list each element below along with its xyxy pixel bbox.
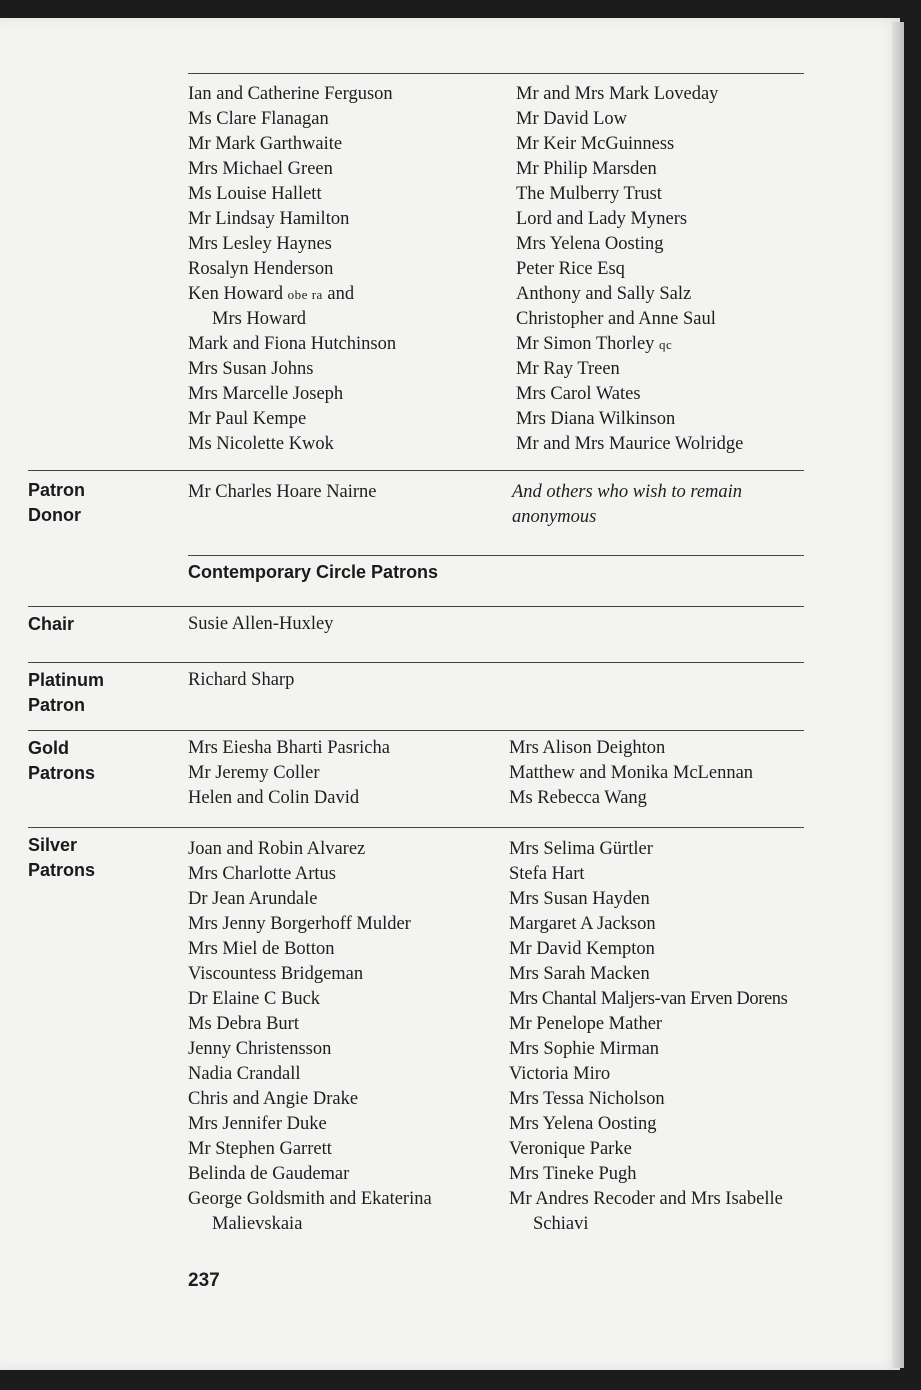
list-item: Mrs Miel de Botton xyxy=(188,939,335,959)
list-item: Dr Jean Arundale xyxy=(188,889,318,909)
list-item: Veronique Parke xyxy=(509,1139,632,1159)
list-item: Ms Clare Flanagan xyxy=(188,109,329,129)
list-item: Mr Mark Garthwaite xyxy=(188,134,343,154)
section-rule xyxy=(28,470,804,471)
list-item: Mr Penelope Mather xyxy=(509,1014,663,1034)
list-item: Mr Jeremy Coller xyxy=(188,763,320,783)
platinum-name: Richard Sharp xyxy=(188,670,295,690)
list-item: Ms Louise Hallett xyxy=(188,184,322,204)
section-rule xyxy=(188,555,804,556)
top-rule xyxy=(188,73,804,74)
list-item-continuation: Schiavi xyxy=(533,1214,589,1234)
list-item: Mrs Marcelle Joseph xyxy=(188,384,344,404)
list-item: Viscountess Bridgeman xyxy=(188,964,364,984)
list-item: George Goldsmith and Ekaterina xyxy=(188,1189,432,1209)
list-item: Mr Philip Marsden xyxy=(516,159,657,179)
list-item: Mrs Michael Green xyxy=(188,159,333,179)
list-item: Mrs Sophie Mirman xyxy=(509,1039,660,1059)
list-item: Ian and Catherine Ferguson xyxy=(188,84,393,104)
donors-left-column xyxy=(188,82,396,457)
list-item: Mrs Susan Johns xyxy=(188,359,314,379)
section-rule xyxy=(28,606,804,607)
list-item: Belinda de Gaudemar xyxy=(188,1164,350,1184)
list-item: Mrs Yelena Oosting xyxy=(516,234,664,254)
list-item: Christopher and Anne Saul xyxy=(516,309,716,329)
list-item: Mr David Low xyxy=(516,109,627,129)
list-item: Mrs Jennifer Duke xyxy=(188,1114,327,1134)
list-item: Mrs Susan Hayden xyxy=(509,889,650,909)
silver-right-column xyxy=(509,837,787,1237)
list-item: Peter Rice Esq xyxy=(516,259,625,279)
list-item: Mrs Charlotte Artus xyxy=(188,864,336,884)
list-item: Mrs Carol Wates xyxy=(516,384,641,404)
list-item: Ms Debra Burt xyxy=(188,1014,299,1034)
list-item: Mrs Selima Gürtler xyxy=(509,839,653,859)
list-item-continuation: Mrs Howard xyxy=(212,309,307,329)
list-item: Rosalyn Henderson xyxy=(188,259,334,279)
gold-left-column xyxy=(188,736,390,811)
list-item: Dr Elaine C Buck xyxy=(188,989,321,1009)
list-item: Chris and Angie Drake xyxy=(188,1089,359,1109)
donors-right-column xyxy=(516,82,743,457)
list-item: Victoria Miro xyxy=(509,1064,611,1084)
list-item: Mrs Tineke Pugh xyxy=(509,1164,637,1184)
list-item: Mrs Lesley Haynes xyxy=(188,234,332,254)
list-item: Ken Howard obe ra and xyxy=(188,284,355,304)
list-item: Mr and Mrs Maurice Wolridge xyxy=(516,434,744,454)
patron-donor-label: Patron Donor xyxy=(28,480,86,525)
page-edge xyxy=(892,22,904,1368)
list-item: Mr and Mrs Mark Loveday xyxy=(516,84,719,104)
page-number: 237 xyxy=(188,1270,220,1291)
list-item: Anthony and Sally Salz xyxy=(516,284,692,304)
gold-label: Gold Patrons xyxy=(28,738,96,783)
section-rule xyxy=(28,662,804,663)
list-item: Mrs Eiesha Bharti Pasricha xyxy=(188,738,390,758)
list-item: Lord and Lady Myners xyxy=(516,209,688,229)
section-rule xyxy=(28,730,804,731)
section-heading: Contemporary Circle Patrons xyxy=(188,562,439,582)
section-rule xyxy=(28,827,804,828)
list-item: Mr Paul Kempe xyxy=(188,409,307,429)
list-item: Mrs Yelena Oosting xyxy=(509,1114,657,1134)
list-item: Mrs Diana Wilkinson xyxy=(516,409,676,429)
list-item: The Mulberry Trust xyxy=(516,184,662,204)
list-item: Ms Nicolette Kwok xyxy=(188,434,334,454)
list-item: Margaret A Jackson xyxy=(509,914,656,934)
list-item: Mrs Jenny Borgerhoff Mulder xyxy=(188,914,411,934)
list-item: Mrs Alison Deighton xyxy=(509,738,666,758)
chair-label: Chair xyxy=(28,614,75,634)
list-item: Stefa Hart xyxy=(509,864,585,884)
anonymous-note: And others who wish to remain anonymous xyxy=(512,482,743,527)
list-item: Jenny Christensson xyxy=(188,1039,332,1059)
patron-donor-name: Mr Charles Hoare Nairne xyxy=(188,482,377,502)
list-item: Mrs Tessa Nicholson xyxy=(509,1089,665,1109)
platinum-label: Platinum Patron xyxy=(28,670,105,715)
gold-right-column xyxy=(509,736,753,811)
silver-left-column xyxy=(188,837,432,1237)
silver-label: Silver Patrons xyxy=(28,835,96,880)
list-item: Mr Andres Recoder and Mrs Isabelle xyxy=(509,1189,783,1209)
list-item: Mr Keir McGuinness xyxy=(516,134,675,154)
list-item: Mark and Fiona Hutchinson xyxy=(188,334,397,354)
list-item: Mr David Kempton xyxy=(509,939,655,959)
list-item: Ms Rebecca Wang xyxy=(509,788,647,808)
list-item: Mr Ray Treen xyxy=(516,359,620,379)
list-item: Mr Lindsay Hamilton xyxy=(188,209,350,229)
list-item: Mrs Sarah Macken xyxy=(509,964,650,984)
list-item: Mr Simon Thorley qc xyxy=(516,334,673,354)
chair-name: Susie Allen-Huxley xyxy=(188,614,334,634)
list-item: Joan and Robin Alvarez xyxy=(188,839,366,859)
list-item: Mrs Chantal Maljers-van Erven Dorens xyxy=(509,989,788,1009)
list-item: Mr Stephen Garrett xyxy=(188,1139,332,1159)
list-item: Helen and Colin David xyxy=(188,788,360,808)
list-item: Nadia Crandall xyxy=(188,1064,301,1084)
list-item: Matthew and Monika McLennan xyxy=(509,763,754,783)
list-item-continuation: Malievskaia xyxy=(212,1214,303,1234)
